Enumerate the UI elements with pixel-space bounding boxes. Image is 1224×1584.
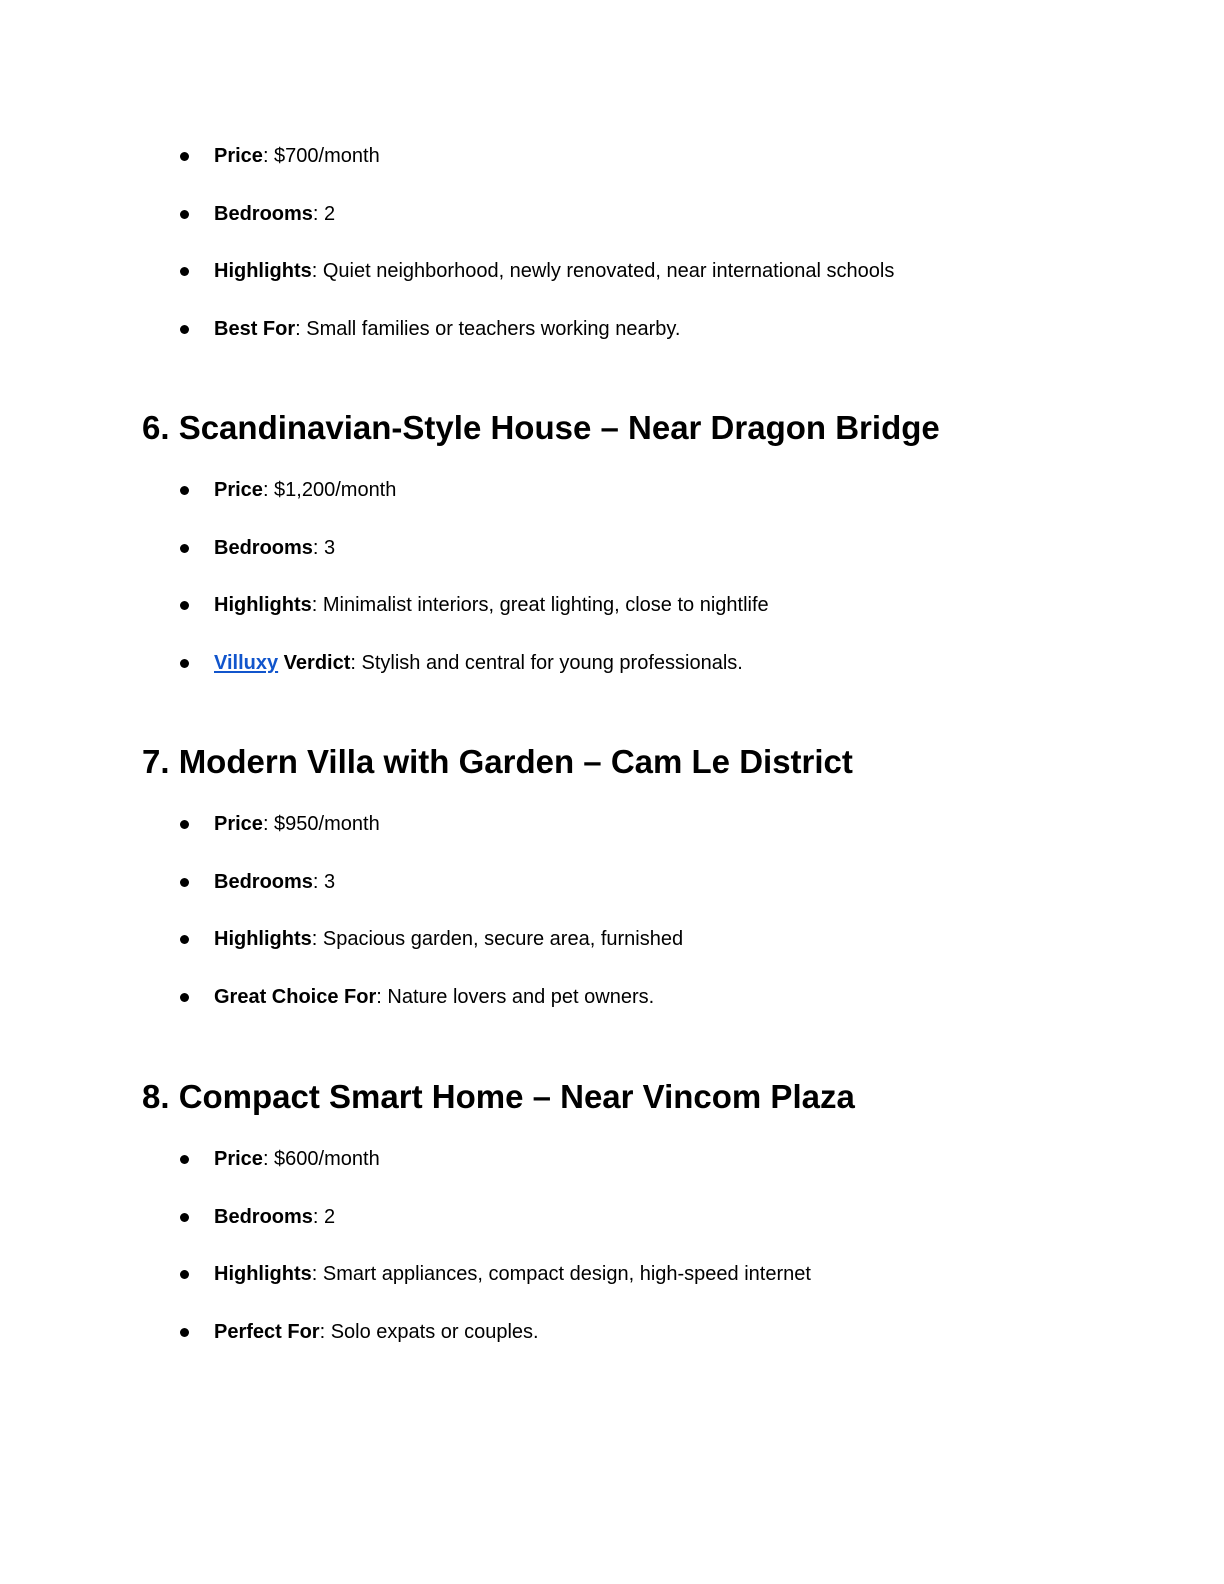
item-label: Verdict [278, 651, 351, 674]
list-item-text [214, 478, 396, 502]
item-label: Best For [214, 317, 296, 340]
section-8-heading: 8. Compact Smart Home – Near Vincom Plaza [142, 1078, 855, 1115]
item-label: Highlights [214, 928, 312, 951]
item-value: : 3 [312, 536, 336, 559]
item-value: : $700/month [262, 145, 380, 167]
list-item [0, 870, 1224, 928]
list-item-text [214, 202, 335, 226]
list-item-text [214, 536, 335, 560]
item-value: : Small families or teachers working nearby. [295, 317, 681, 340]
item-value: : Quiet neighborhood, newly renovated, near international schools [311, 260, 895, 283]
item-value: : $600/month [262, 1148, 380, 1170]
item-label: Highlights [214, 1263, 312, 1286]
list-item-text [214, 1320, 539, 1344]
list-item-text [214, 317, 680, 341]
list-item-text [214, 812, 380, 836]
bullet-icon [180, 210, 189, 219]
list-item [0, 1320, 1224, 1378]
item-value: : Nature lovers and pet owners. [376, 985, 655, 1008]
item-label: Highlights [214, 260, 312, 283]
list-item [0, 144, 1224, 202]
bullet-icon [180, 1328, 189, 1337]
list-item-text [214, 593, 769, 617]
list-item [0, 593, 1224, 651]
list-item-text [214, 259, 894, 283]
item-value: : $950/month [262, 813, 380, 835]
item-value: : Smart appliances, compact design, high-speed internet [311, 1263, 811, 1286]
villuxy-link[interactable]: Villuxy [214, 651, 279, 674]
list-item-text [214, 927, 683, 951]
list-item [0, 478, 1224, 536]
bullet-icon [180, 486, 189, 495]
listing-7-details [0, 812, 1224, 1042]
bullet-icon [180, 325, 189, 334]
bullet-icon [180, 601, 189, 610]
bullet-icon [180, 993, 189, 1002]
section-7-heading: 7. Modern Villa with Garden – Cam Le District [142, 743, 853, 780]
bullet-icon [180, 152, 189, 161]
bullet-icon [180, 544, 189, 553]
listing-5-details [0, 144, 1224, 374]
list-item [0, 259, 1224, 317]
list-item [0, 812, 1224, 870]
bullet-icon [180, 1270, 189, 1279]
item-label: Bedrooms [214, 1205, 313, 1228]
list-item-text [214, 144, 380, 168]
item-value: : Stylish and central for young professionals. [350, 651, 743, 674]
bullet-icon [180, 267, 189, 276]
item-value: : Minimalist interiors, great lighting, close to nightlife [311, 594, 769, 617]
list-item-text [214, 651, 743, 675]
bullet-icon [180, 659, 189, 668]
item-value: : Solo expats or couples. [319, 1320, 539, 1343]
listing-6-details [0, 478, 1224, 708]
list-item [0, 1205, 1224, 1263]
bullet-icon [180, 1155, 189, 1164]
section-6-heading: 6. Scandinavian-Style House – Near Dragon Bridge [142, 409, 940, 446]
list-item-text [214, 870, 335, 894]
list-item [0, 1262, 1224, 1320]
item-label: Bedrooms [214, 870, 313, 893]
item-label: Price [214, 813, 263, 835]
bullet-icon [180, 820, 189, 829]
item-value: : 3 [312, 870, 336, 893]
item-value: : $1,200/month [262, 479, 397, 501]
list-item [0, 985, 1224, 1043]
item-label: Highlights [214, 594, 312, 617]
bullet-icon [180, 935, 189, 944]
list-item-text [214, 1205, 335, 1229]
item-label: Bedrooms [214, 202, 313, 225]
item-value: : Spacious garden, secure area, furnished [311, 928, 684, 951]
bullet-icon [180, 878, 189, 887]
list-item [0, 317, 1224, 375]
listing-8-details [0, 1147, 1224, 1377]
list-item-text [214, 985, 654, 1009]
item-value: : 2 [312, 1205, 336, 1228]
list-item [0, 927, 1224, 985]
list-item [0, 536, 1224, 594]
bullet-icon [180, 1213, 189, 1222]
list-item-text [214, 1147, 380, 1171]
list-item [0, 651, 1224, 709]
list-item [0, 1147, 1224, 1205]
item-label: Price [214, 1148, 263, 1170]
item-label: Perfect For [214, 1320, 320, 1343]
item-label: Bedrooms [214, 536, 313, 559]
item-label: Price [214, 479, 263, 501]
item-label: Great Choice For [214, 985, 377, 1008]
list-item-text [214, 1262, 811, 1286]
item-value: : 2 [312, 202, 336, 225]
list-item [0, 202, 1224, 260]
item-label: Price [214, 145, 263, 167]
